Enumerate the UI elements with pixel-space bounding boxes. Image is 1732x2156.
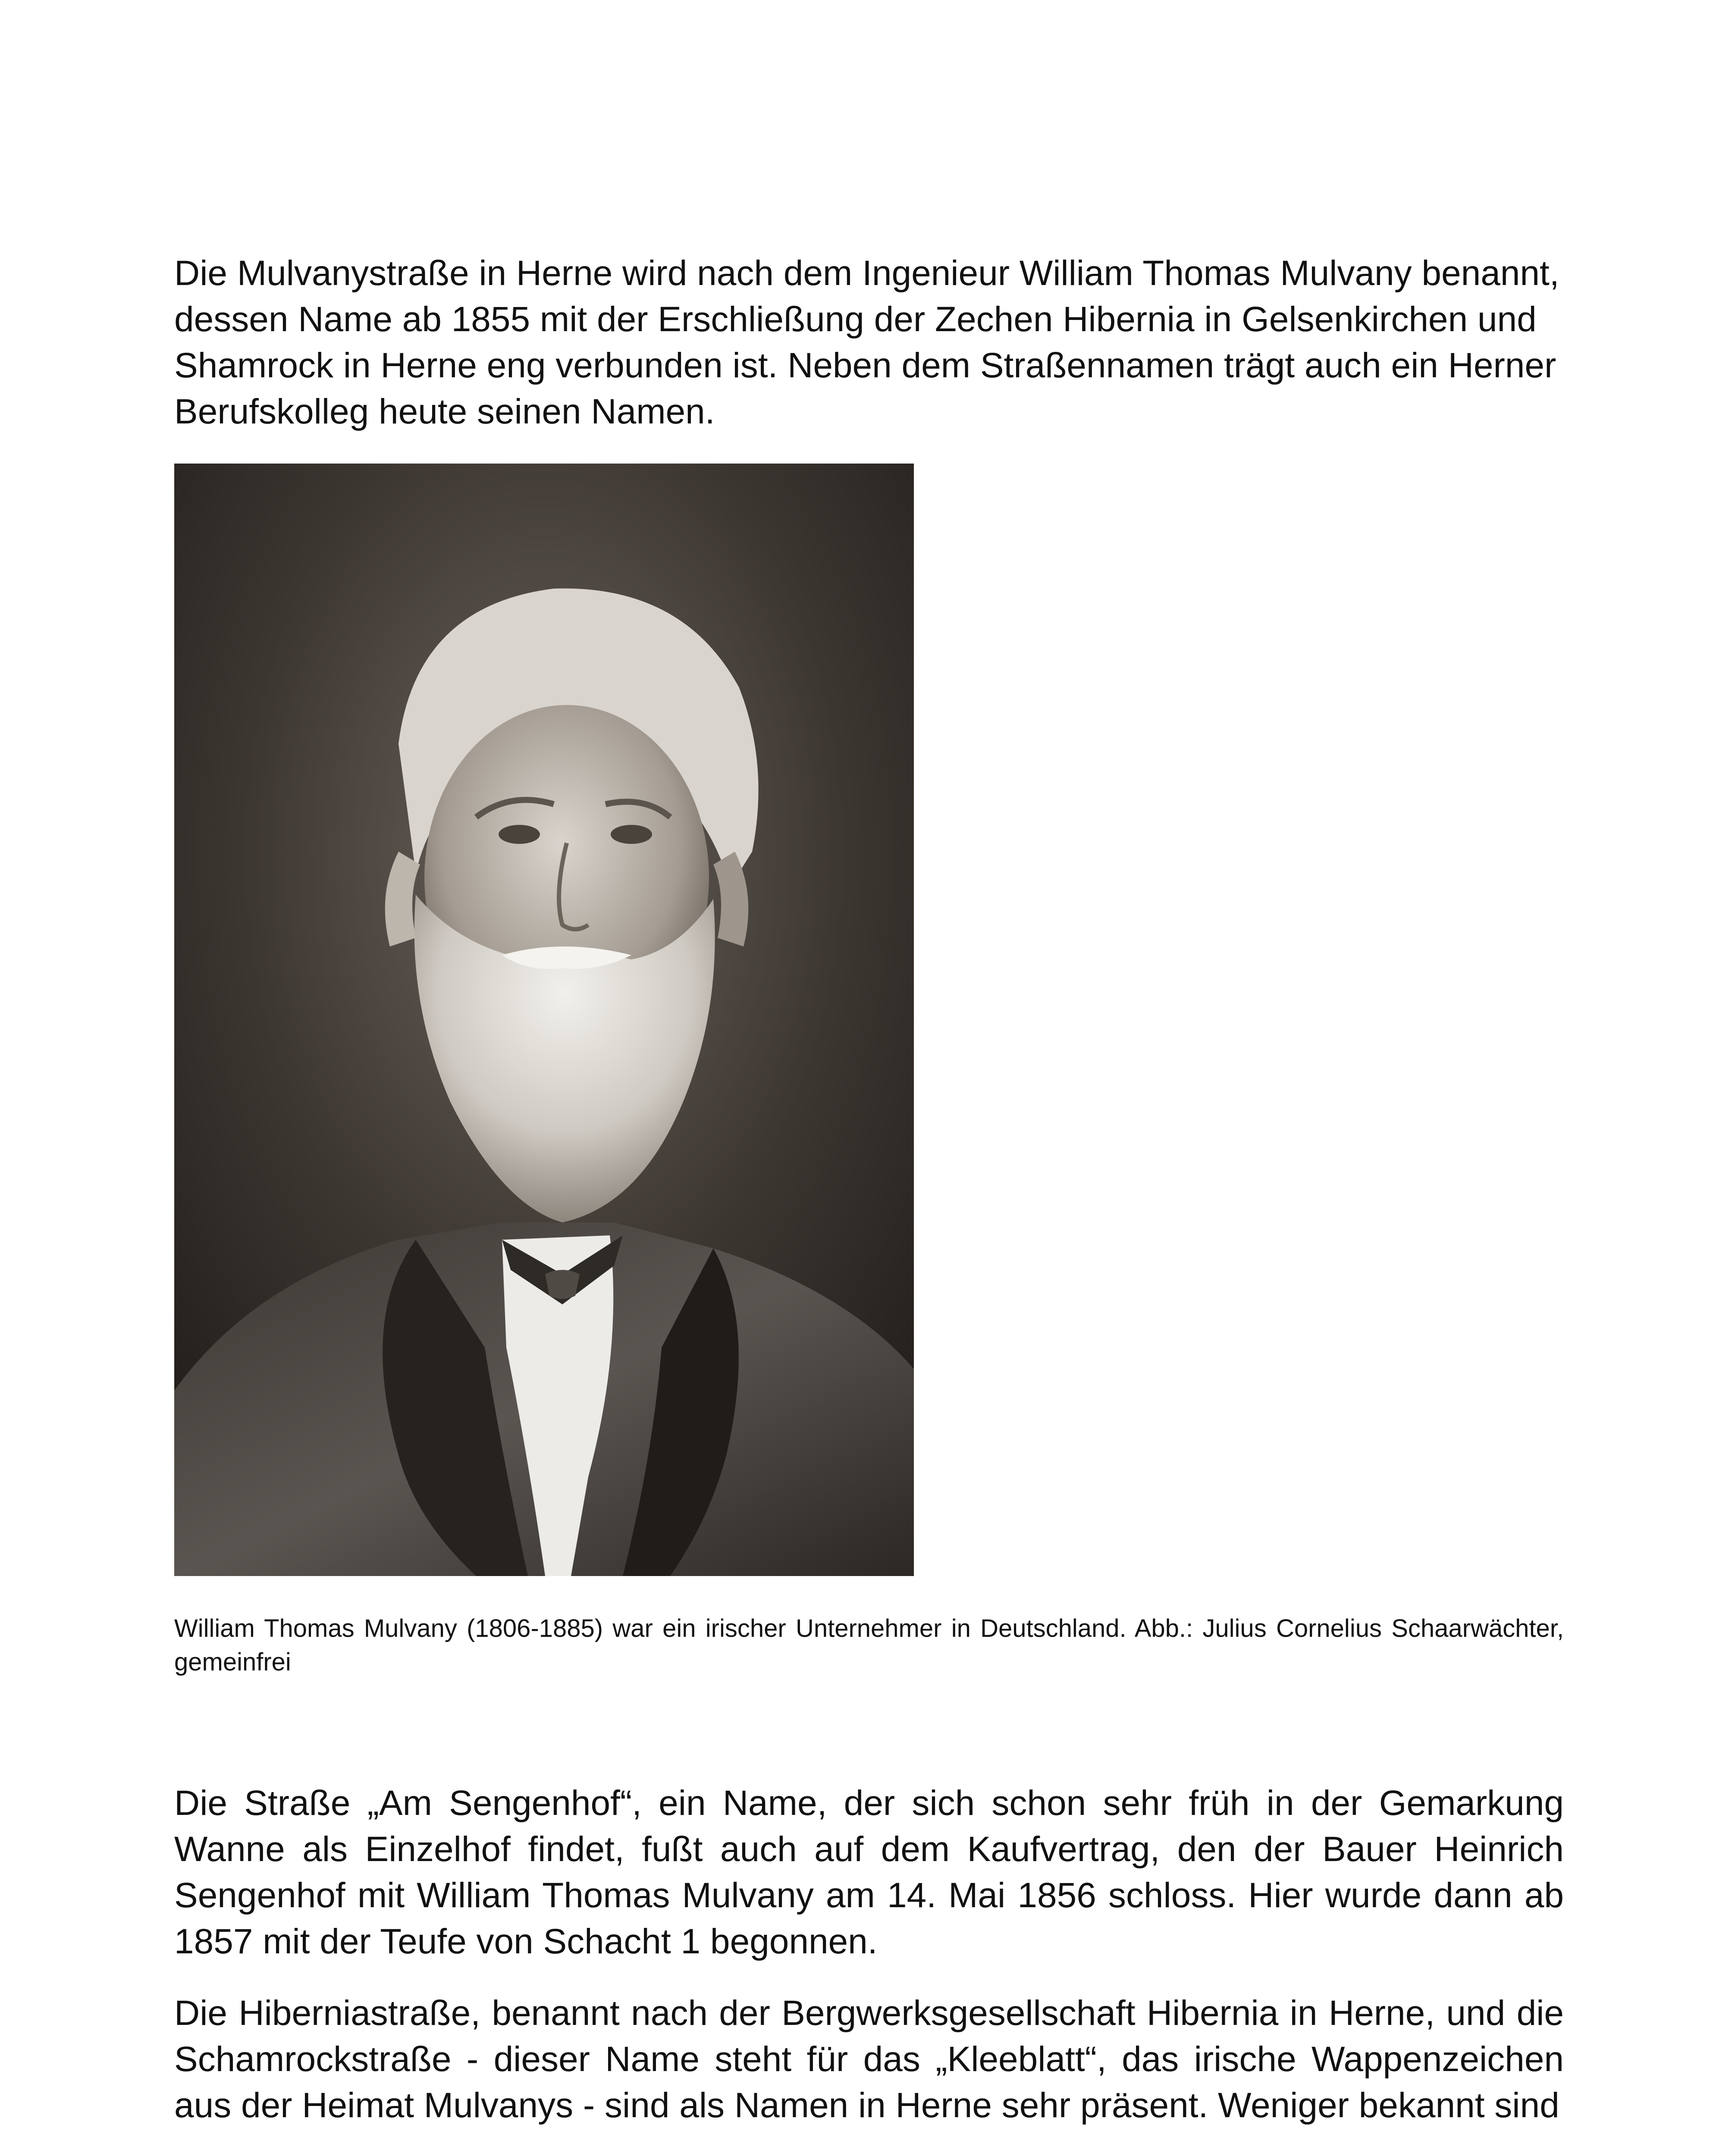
figure-caption: William Thomas Mulvany (1806-1885) war ein irischer Unternehmer in Deutschland. Abb.: Julius Cornelius Schaarwächter, gemeinfrei (174, 1614, 1564, 1676)
portrait-illustration (174, 464, 914, 1576)
paragraph-sengenhof: Die Straße „Am Sengenhof“, ein Name, der sich schon sehr früh in der Gemarkung Wanne als Einzelhof findet, fußt auch auf dem Kaufvertrag, den der Bauer Heinrich Sengenhof mit William Thomas Mulvany am 14. Mai 1856 schloss. Hier wurde dann ab 1857 mit der Teufe von Schacht 1 begonnen. (174, 1783, 1564, 1961)
paragraph-intro: Die Mulvanystraße in Herne wird nach dem Ingenieur William Thomas Mulvany benannt, dessen Name ab 1855 mit der Erschließung der Zechen Hibernia in Gelsenkirchen und Shamrock in Herne eng verbunden ist. Neben dem Straßennamen trägt auch ein Herner Berufskolleg heute seinen Namen. (174, 254, 1559, 431)
portrait-photo (174, 464, 914, 1576)
paragraph-hibernia: Die Hiberniastraße, benannt nach der Bergwerksgesellschaft Hibernia in Herne, und die Schamrockstraße - dieser Name steht für das „Kleeblatt“, das irische Wappenzeichen aus der Heimat Mulvanys - sind als Namen in Herne sehr präsent. Weniger bekannt sind (174, 1993, 1564, 2125)
